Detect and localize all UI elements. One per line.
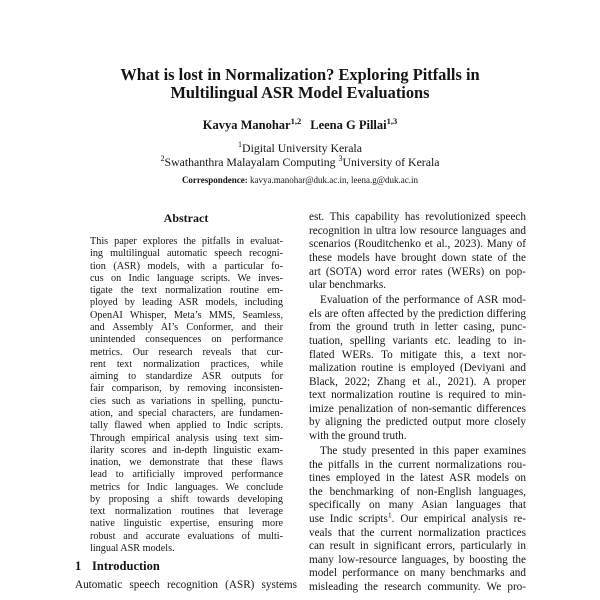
body-text-line: misleading the research community. We pro- — [309, 581, 526, 593]
abstract-line: rent text normalization practices, while — [90, 358, 283, 370]
body-text-line: art (SOTA) word error rates (WERs) on pop- — [309, 265, 526, 278]
abstract-line: and Assembly AI’s Conformer, and their — [90, 321, 283, 333]
affiliation-marker: 1,3 — [386, 115, 398, 126]
abstract-line: This paper explores the pitfalls in evaluat- — [90, 236, 283, 247]
body-text-line: by aligning the predicted output more closely — [309, 416, 526, 429]
abstract-heading: Abstract — [163, 211, 209, 225]
abstract-line: cies such as variations in spelling, punctu- — [90, 395, 283, 407]
correspondence-line — [0, 174, 600, 186]
abstract-line: cus on Indic language scripts. We inves- — [90, 272, 283, 284]
abstract-line: text normalization routines that leverage — [90, 506, 283, 518]
body-text-line: Automatic speech recognition (ASR) systems — [75, 579, 297, 592]
abstract-line: by proposing a shift towards developing — [90, 493, 283, 505]
body-text-line: the benchmarking of non-English languages, — [309, 485, 526, 498]
abstract-line: ination, we demonstrate that these flaws — [90, 457, 283, 469]
paragraph — [90, 236, 283, 555]
paragraph — [309, 294, 526, 444]
paragraph — [75, 579, 297, 593]
body-text-line: the pitfalls in the current normalizations rou- — [309, 458, 526, 471]
body-text-line: with the ground truth. — [309, 430, 407, 443]
body-text-line: scenarios (Rouditchenko et al., 2023). Many of — [309, 238, 526, 251]
body-text-line: specifically on many Asian languages that — [309, 499, 526, 512]
abstract-line: tally flawed when applied to Indic scripts. — [90, 420, 283, 432]
abstract-line: OpenAI Whisper, Meta’s MMS, Seamless, — [90, 309, 283, 321]
body-text-line: recognition in ultra low resource languages and — [309, 224, 526, 237]
affiliation-marker: 2 — [160, 154, 165, 164]
text-segment: use Indic scripts — [309, 513, 388, 526]
right-column-text — [309, 211, 526, 594]
affiliation-marker: 1,2 — [290, 115, 302, 126]
body-text-line: tuation, spelling variants etc. leading to in- — [309, 334, 526, 347]
abstract-line: metrics for Indic languages. We conclude — [90, 481, 283, 493]
body-text-line: malization routine is employed (Deviyani and — [309, 362, 526, 375]
paper-title — [0, 66, 600, 102]
section-number: 1 — [75, 559, 82, 573]
section-title: Introduction — [92, 559, 160, 573]
affiliation-marker: 1 — [238, 140, 243, 150]
abstract-line: native linguistic expertise, ensuring more — [90, 518, 283, 530]
correspondence-emails[interactable]: kavya.manohar@duk.ac.in, leena.g@duk.ac.in — [250, 175, 419, 185]
title-line: What is lost in Normalization? Exploring Pitfalls in — [120, 65, 480, 84]
section-heading — [75, 559, 297, 573]
body-text-line: tines employed in the latest ASR models on — [309, 472, 526, 485]
text-segment: . Our empirical analysis re- — [391, 513, 527, 526]
abstract-line: ployed by leading ASR models, including — [90, 297, 283, 309]
affiliation-name: University of Kerala — [342, 155, 440, 169]
body-text-line: model performance on many benchmarks and — [309, 567, 526, 580]
paragraph — [309, 211, 526, 293]
body-text-line: ular benchmarks. — [309, 279, 387, 292]
body-text-line: text normalization routine is required to min- — [309, 389, 526, 402]
abstract-line: Through empirical analysis using text sim- — [90, 432, 283, 444]
affiliation-name: Swathanthra Malayalam Computing — [164, 155, 336, 169]
author-name: Leena G Pillai — [310, 118, 387, 132]
correspondence-label: Correspondence: — [181, 175, 248, 185]
body-text-line: els are often affected by the prediction differing — [309, 307, 526, 320]
affiliation-marker: 3 — [338, 154, 343, 164]
abstract-line: metrics. Our research reveals that cur- — [90, 346, 283, 358]
abstract-line: aiming to standardize ASR outputs for — [90, 371, 283, 383]
body-text-line: Evaluation of the performance of ASR mod- — [320, 294, 526, 307]
abstract-line: robust and accurate evaluations of multi- — [90, 530, 283, 542]
abstract-line: tigate the text normalization routine em- — [90, 285, 283, 297]
body-text-line: imize penalization of non-semantic differences — [309, 402, 526, 415]
body-text-line: from the ground truth in letter casing, punc- — [309, 321, 526, 334]
introduction-text — [75, 579, 297, 593]
abstract-line: fair comparison, by removing inconsisten- — [90, 383, 283, 395]
author-list — [0, 115, 600, 132]
abstract-line: ing multilingual automatic speech recogni- — [90, 248, 283, 260]
abstract-line: lingual ASR models. — [90, 543, 175, 555]
affiliation-name: Digital University Kerala — [242, 141, 362, 155]
body-text-line: can result in significant errors, particularly in — [309, 540, 526, 553]
paragraph — [309, 445, 526, 595]
body-text-line: veals that the current normalization practices — [309, 526, 526, 539]
body-text-line: The study presented in this paper examines — [320, 445, 526, 458]
abstract-line: tion (ASR) models, with a particular fo- — [90, 260, 283, 272]
body-text-line: flated WERs. To mitigate this, a text nor- — [309, 348, 526, 361]
body-text-line: est. This capability has revolutionized speech — [309, 211, 526, 224]
author-name: Kavya Manohar — [202, 118, 291, 132]
body-text-line: many low-resource languages, by boosting the — [309, 553, 526, 566]
title-line: Multilingual ASR Model Evaluations — [170, 83, 430, 102]
body-text-line: these models have brought down state of the — [309, 251, 526, 264]
body-text-line: Black, 2022; Zhang et al., 2021). A proper — [309, 375, 526, 388]
abstract-line: unintended consequences on performance — [90, 334, 283, 346]
abstract-line: ilarity scores and in-depth linguistic exam- — [90, 444, 283, 456]
footnote-marker: 1 — [387, 510, 392, 520]
affiliation-line — [0, 155, 600, 169]
abstract-line: ation, and special characters, are fundamen- — [90, 407, 283, 419]
abstract-line: lead to artificially improved performance — [90, 469, 283, 481]
body-text-line — [309, 510, 527, 527]
abstract-text — [90, 236, 283, 555]
affiliation-line — [0, 141, 600, 155]
